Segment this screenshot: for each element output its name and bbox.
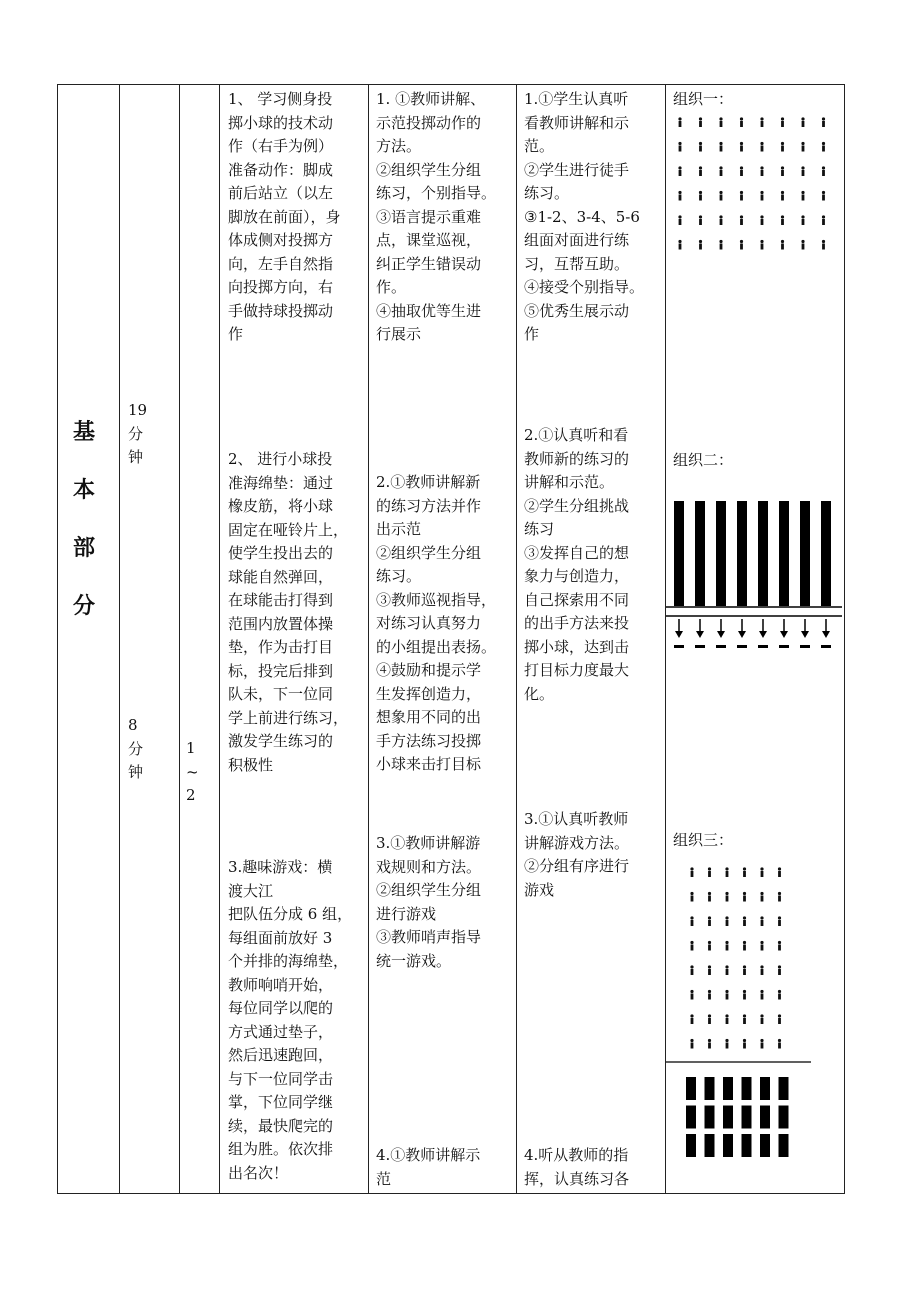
sponge-mat <box>705 1134 715 1157</box>
student-figure-icon <box>781 215 784 225</box>
student-figure-icon <box>801 215 804 225</box>
student-figure-icon <box>740 166 743 176</box>
student-figure-icon <box>708 1039 711 1049</box>
student-figure-icon <box>708 990 711 1000</box>
student-figure-icon <box>781 117 784 127</box>
student-figure-icon <box>678 215 681 225</box>
student-figure-icon <box>822 142 825 152</box>
column-divider <box>219 85 220 1193</box>
student-figure-icon <box>699 240 702 250</box>
student-figure-icon <box>690 867 693 877</box>
student-activity-4: 4.听从教师的指 挥，认真练习各 <box>524 1146 630 1188</box>
student-figure-icon <box>678 142 681 152</box>
sponge-mat <box>686 1106 696 1129</box>
section-char: 分 <box>72 593 95 619</box>
student-figure-icon <box>778 867 781 877</box>
student-figure-icon <box>719 215 722 225</box>
student-figure-icon <box>719 142 722 152</box>
column-divider <box>516 85 517 1193</box>
sponge-mat <box>723 1077 733 1100</box>
student-figure-icon <box>708 892 711 902</box>
arrow-down-icon <box>717 619 725 638</box>
target-mat <box>716 501 726 606</box>
section-char: 部 <box>72 535 95 561</box>
target-mat <box>674 501 684 606</box>
student-figure-icon <box>678 240 681 250</box>
teacher-activity-1: 1. ①教师讲解、 示范投掷动作的 方法。 ②组织学生分组 练习，个别指导。 ③语言提示重难 点，课堂巡视， 纠正学生错误动 作。 ④抽取优等生进 行展示 <box>376 90 497 343</box>
sponge-mat <box>742 1134 752 1157</box>
student-figure-icon <box>725 867 728 877</box>
student-figure-icon <box>760 965 763 975</box>
student-figure-icon <box>822 117 825 127</box>
student-figure-icon <box>678 117 681 127</box>
arrow-down-icon <box>696 619 704 638</box>
student-figure-icon <box>743 1039 746 1049</box>
student-figure-icon <box>690 941 693 951</box>
student-activity-1: 1.①学生认真听 看教师讲解和示 范。 ②学生进行徒手 练习。 ③1-2、3-4、5-6 组面对面进行练 习，互帮互助。 ④接受个别指导。 ⑤优秀生展示动 作 <box>524 90 645 343</box>
position-marker <box>800 645 810 648</box>
student-figure-icon <box>678 191 681 201</box>
student-figure-icon <box>801 142 804 152</box>
sponge-mat <box>742 1106 752 1129</box>
sponge-mat <box>742 1077 752 1100</box>
organization-label-2: 组织二： <box>673 451 734 469</box>
position-marker <box>758 645 768 648</box>
sponge-mat <box>705 1106 715 1129</box>
student-figure-icon <box>725 1014 728 1024</box>
teacher-activity-2: 2.①教师讲解新 的练习方法并作 出示范 ②组织学生分组 练习。 ③教师巡视指导， 对练习认真努力 的小组提出表扬。 ④鼓励和提示学 生发挥创造力， 想象用不同的出 手方法练习投掷 小球来击打目标 <box>376 473 497 773</box>
student-figure-icon <box>778 1014 781 1024</box>
arrow-down-icon <box>801 619 809 638</box>
content-item-1: 1、 学习侧身投 掷小球的技术动 作（右手为例） 准备动作：脚成 前后站立（以左 脚放在前面），身 体成侧对投掷方 向，左手自然指 向投掷方向，右 手做持球投掷动 作 <box>228 90 341 343</box>
student-figure-icon <box>781 240 784 250</box>
target-mat <box>758 501 768 606</box>
arrow-down-icon <box>738 619 746 638</box>
content-item-2: 2、 进行小球投 准海绵垫：通过 橡皮筋，将小球 固定在哑铃片上， 使学生投出去的 球能自然弹回， 在球能击打得到 范围内放置体操 垫，作为击打目 标，投完后排到 队未，下一位同 学上前进行练习， 激发学生练习的 积极性 <box>228 450 349 774</box>
student-figure-icon <box>719 117 722 127</box>
time-19-min: 19 分 钟 <box>128 401 148 466</box>
student-figure-icon <box>801 191 804 201</box>
student-figure-icon <box>781 191 784 201</box>
sponge-mat <box>686 1134 696 1157</box>
student-figure-icon <box>822 191 825 201</box>
student-figure-icon <box>760 142 763 152</box>
position-marker <box>737 645 747 648</box>
sponge-mat <box>779 1106 789 1129</box>
time-8-min: 8 分 钟 <box>128 716 144 781</box>
student-figure-icon <box>699 117 702 127</box>
student-figure-icon <box>719 240 722 250</box>
student-figure-icon <box>699 142 702 152</box>
student-figure-icon <box>690 1039 693 1049</box>
sponge-mat <box>760 1106 770 1129</box>
position-marker <box>695 645 705 648</box>
formation-diagram-3 <box>666 855 844 1165</box>
column-divider <box>368 85 369 1193</box>
student-figure-icon <box>725 965 728 975</box>
teacher-activity-3: 3.①教师讲解游 戏规则和方法。 ②组织学生分组 进行游戏 ③教师哨声指导 统一游戏。 <box>376 834 482 970</box>
student-figure-icon <box>740 240 743 250</box>
student-figure-icon <box>801 240 804 250</box>
student-figure-icon <box>725 941 728 951</box>
student-figure-icon <box>725 916 728 926</box>
student-figure-icon <box>708 916 711 926</box>
student-figure-icon <box>743 965 746 975</box>
target-mat <box>737 501 747 606</box>
student-figure-icon <box>690 1014 693 1024</box>
student-figure-icon <box>801 117 804 127</box>
column-divider <box>119 85 120 1193</box>
student-figure-icon <box>740 215 743 225</box>
sponge-mat <box>723 1134 733 1157</box>
student-figure-icon <box>690 965 693 975</box>
student-figure-icon <box>699 215 702 225</box>
sponge-mat <box>723 1106 733 1129</box>
student-figure-icon <box>743 990 746 1000</box>
student-figure-icon <box>725 990 728 1000</box>
student-figure-icon <box>760 240 763 250</box>
student-figure-icon <box>760 916 763 926</box>
student-figure-icon <box>760 892 763 902</box>
student-figure-icon <box>708 1014 711 1024</box>
position-marker <box>779 645 789 648</box>
arrow-down-icon <box>675 619 683 638</box>
sponge-mat <box>705 1077 715 1100</box>
student-figure-icon <box>708 965 711 975</box>
student-figure-icon <box>699 166 702 176</box>
sponge-mat <box>779 1134 789 1157</box>
lesson-plan-table <box>57 84 845 1194</box>
repetition-count: 1 ~ 2 <box>186 739 199 804</box>
target-mat <box>821 501 831 606</box>
student-figure-icon <box>781 142 784 152</box>
formation-diagram-2 <box>666 495 844 670</box>
target-mat <box>779 501 789 606</box>
student-figure-icon <box>690 916 693 926</box>
student-figure-icon <box>719 166 722 176</box>
position-marker <box>716 645 726 648</box>
student-figure-icon <box>760 1014 763 1024</box>
content-item-3: 3.趣味游戏：横 渡大江 把队伍分成 6 组， 每组面前放好 3 个并排的海绵垫， 教师响哨开始， 每位同学以爬的 方式通过垫子， 然后迅速跑回， 与下一位同学击 掌，下位同学继 续，最快爬完的 组为胜。依次排 出名次！ <box>228 858 353 1182</box>
student-figure-icon <box>760 867 763 877</box>
student-activity-3: 3.①认真听教师 讲解游戏方法。 ②分组有序进行 游戏 <box>524 810 630 899</box>
student-figure-icon <box>743 1014 746 1024</box>
student-figure-icon <box>778 916 781 926</box>
student-figure-icon <box>740 191 743 201</box>
student-figure-icon <box>822 240 825 250</box>
target-mat <box>800 501 810 606</box>
target-mat <box>695 501 705 606</box>
student-figure-icon <box>743 941 746 951</box>
student-figure-icon <box>740 142 743 152</box>
student-figure-icon <box>760 191 763 201</box>
student-figure-icon <box>760 990 763 1000</box>
student-figure-icon <box>778 965 781 975</box>
position-marker <box>821 645 831 648</box>
student-figure-icon <box>760 166 763 176</box>
student-figure-icon <box>743 867 746 877</box>
student-figure-icon <box>725 892 728 902</box>
teacher-activity-4: 4.①教师讲解示 范 <box>376 1146 481 1188</box>
student-figure-icon <box>781 166 784 176</box>
student-figure-icon <box>778 1039 781 1049</box>
student-figure-icon <box>760 941 763 951</box>
organization-label-3: 组织三： <box>673 831 734 849</box>
student-figure-icon <box>743 916 746 926</box>
sponge-mat <box>760 1134 770 1157</box>
section-char: 基 <box>72 419 95 445</box>
student-figure-icon <box>760 215 763 225</box>
column-divider <box>179 85 180 1193</box>
student-figure-icon <box>760 1039 763 1049</box>
student-figure-icon <box>822 215 825 225</box>
student-activity-2: 2.①认真听和看 教师新的练习的 讲解和示范。 ②学生分组挑战 练习 ③发挥自己的想 象力与创造力， 自己探索用不同 的出手方法来投 掷小球，达到击 打目标力度最大 化。 <box>524 426 630 703</box>
sponge-mat <box>760 1077 770 1100</box>
student-figure-icon <box>740 117 743 127</box>
student-figure-icon <box>760 117 763 127</box>
sponge-mat <box>686 1077 696 1100</box>
student-figure-icon <box>719 191 722 201</box>
student-figure-icon <box>743 892 746 902</box>
arrow-down-icon <box>759 619 767 638</box>
student-figure-icon <box>690 892 693 902</box>
student-figure-icon <box>822 166 825 176</box>
arrow-down-icon <box>822 619 830 638</box>
position-marker <box>674 645 684 648</box>
student-figure-icon <box>778 990 781 1000</box>
student-figure-icon <box>801 166 804 176</box>
sponge-mat <box>779 1077 789 1100</box>
section-char: 本 <box>72 477 95 503</box>
section-label <box>64 403 104 635</box>
student-figure-icon <box>699 191 702 201</box>
student-figure-icon <box>778 941 781 951</box>
organization-label-1: 组织一： <box>673 90 734 108</box>
student-figure-icon <box>678 166 681 176</box>
student-figure-icon <box>725 1039 728 1049</box>
student-figure-icon <box>778 892 781 902</box>
student-figure-icon <box>708 941 711 951</box>
formation-diagram-1 <box>670 113 840 253</box>
student-figure-icon <box>690 990 693 1000</box>
arrow-down-icon <box>780 619 788 638</box>
student-figure-icon <box>708 867 711 877</box>
